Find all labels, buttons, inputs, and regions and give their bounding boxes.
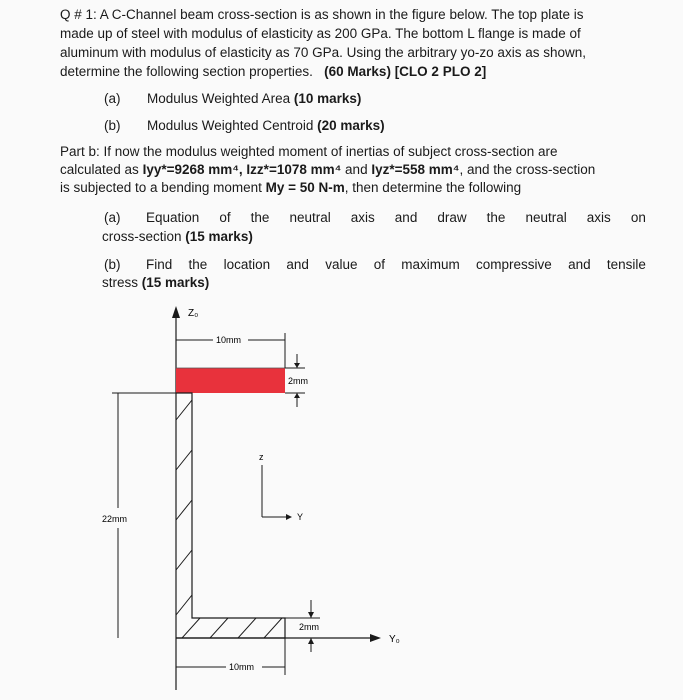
bottom-hatching [182,618,282,638]
word: draw [437,210,467,225]
web-hatching [176,400,192,615]
part-b-moment: My = 50 N-m [265,180,345,195]
word: on [630,210,646,225]
part-a-item-b-marks: (20 marks) [317,118,385,133]
part-b-iyy-izz: Iyy*=9268 mm⁴, Izz*=1078 mm⁴ [142,162,342,177]
part-b-line-3-c: , then determine the following [344,180,522,195]
dim-bottom-thick-arrow-down-icon [308,612,314,618]
word: Equation [146,210,200,225]
word: axis [350,210,375,225]
centroid-y-label: Y [297,512,304,522]
centroid-y-arrow-icon [286,514,292,520]
part-b-item-b-marks: (15 marks) [141,275,210,290]
part-a-item-a-label: (a) [104,91,121,106]
part-a-item-b-label: (b) [104,118,121,133]
question-marks: (60 Marks) [CLO 2 PLO 2] [324,64,487,79]
dim-top-thick-arrow-up-icon [294,393,300,398]
steel-top-plate [176,368,285,393]
aluminum-l-flange [176,393,285,638]
part-b-line-2-c: and [341,162,372,177]
centroid-z-label: z [259,452,264,462]
part-b-item-b-label: (b) [104,257,121,272]
word: neutral [289,210,331,225]
word: the [250,210,270,225]
yo-axis-label: Y₀ [389,634,400,645]
zo-axis-arrow-icon [172,306,180,318]
dim-top-thick-label: 2mm [288,376,308,386]
word: the [188,257,208,272]
question-line-2: made up of steel with modulus of elasticity as 200 GPa. The bottom L flange is made of [60,26,581,41]
word: and [286,257,309,272]
dim-bottom-width-label: 10mm [229,662,255,672]
yo-axis-arrow-icon [370,634,381,642]
word: of [219,210,231,225]
part-b-line-3-a: is subjected to a bending moment [60,180,266,195]
word: and [568,257,591,272]
part-b-item-a-text: cross-section [102,229,186,244]
dim-bottom-thick-label: 2mm [299,622,319,632]
part-a-item-b-text: Modulus Weighted Centroid [147,118,314,133]
part-b-line-1: Part b: If now the modulus weighted moment of inertias of subject cross-section are [60,144,558,159]
word: compressive [476,257,552,272]
part-b-line-2-a: calculated as [60,162,143,177]
dim-top-width-label: 10mm [216,335,242,345]
word: location [223,257,271,272]
word: neutral [525,210,567,225]
part-b-line-2-e: , and the cross-section [459,162,596,177]
question-line-1: Q # 1: A C-Channel beam cross-section is as shown in the figure below. The top plate is [60,7,584,22]
word: maximum [401,257,460,272]
word: and [394,210,418,225]
part-b-item-a-marks: (15 marks) [185,229,253,244]
part-b-item-b-text: stress [102,275,142,290]
word: of [373,257,385,272]
word: value [325,257,358,272]
question-line-3: aluminum with modulus of elasticity as 70 GPa. Using the arbitrary yo-zo axis as shown, [60,45,586,60]
part-a-item-a-marks: (10 marks) [293,91,362,106]
part-a-item-a-text: Modulus Weighted Area [147,91,291,106]
part-b-item-a-label: (a) [104,210,121,225]
word: tensile [606,257,646,272]
part-b-iyz: Iyz*=558 mm⁴ [371,162,460,177]
dim-top-thick-arrow-down-icon [294,363,300,368]
question-line-4-text: determine the following section properties. [60,64,313,79]
word: Find [146,257,173,272]
dim-bottom-thick-arrow-up-icon [308,638,314,644]
word: axis [586,210,611,225]
zo-axis-label: Z₀ [188,308,199,319]
dim-height-label: 22mm [102,514,128,524]
word: the [486,210,506,225]
